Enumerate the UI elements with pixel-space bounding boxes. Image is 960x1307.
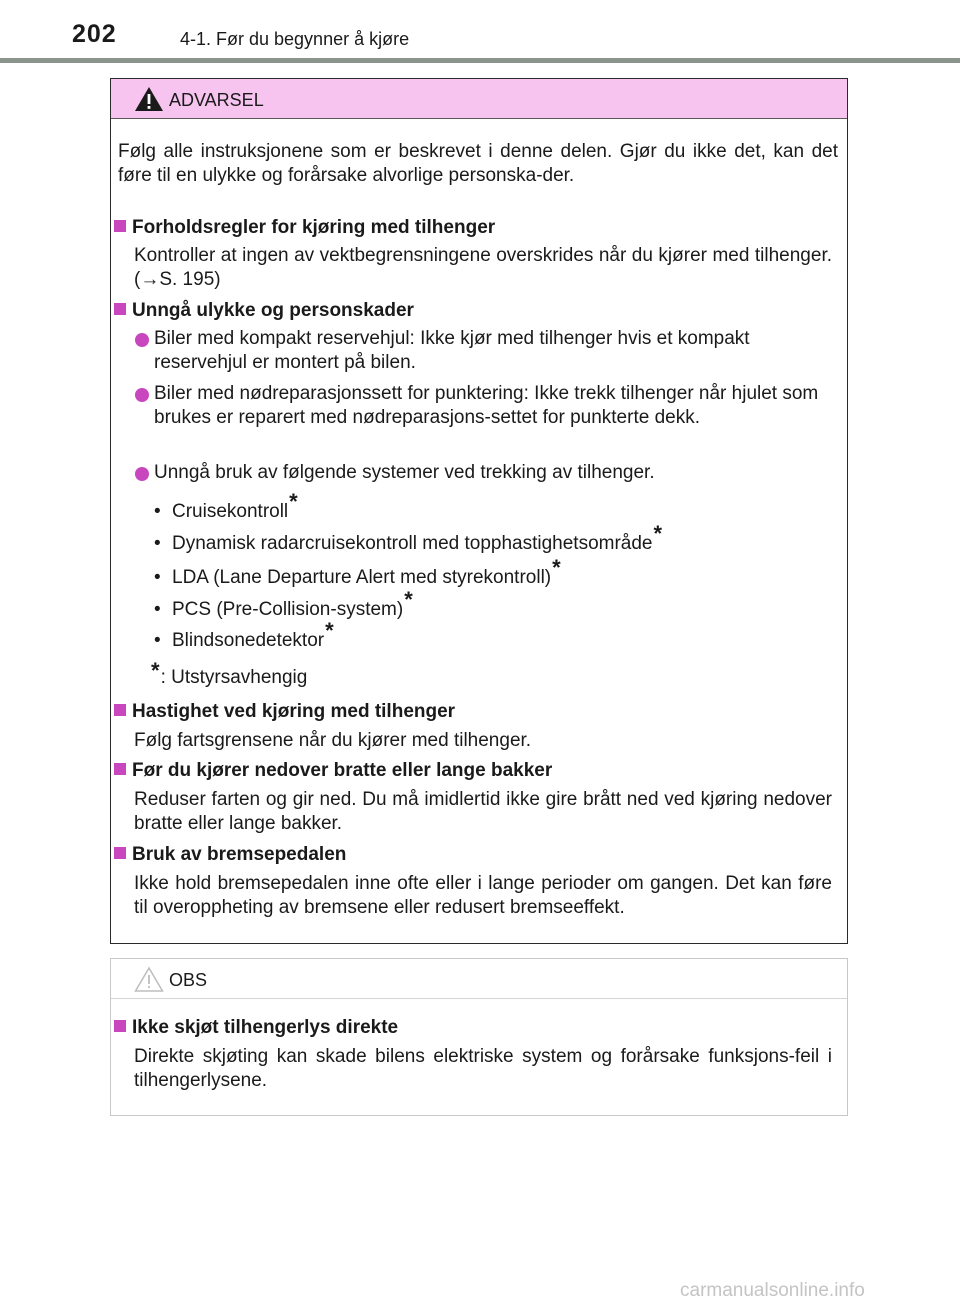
round-bullet-icon [135,467,149,481]
warning-label: ADVARSEL [169,90,264,110]
section-title-trailer-lights: Ikke skjøt tilhengerlys direkte [114,1016,398,1040]
section-title-trailer-precautions: Forholdsregler for kjøring med tilhenger [114,216,495,240]
bullet-avoid-systems: Unngå bruk av følgende systemer ved trekking av tilhenger. [154,462,655,483]
section-text-trailer-lights: Direkte skjøting kan skade bilens elektriske system og forårsake funksjons-feil i tilhengerlysene. [134,1046,832,1091]
section-text-brake-pedal: Ikke hold bremsepedalen inne ofte eller i lange perioder om gangen. Det kan føre til overoppheting av bremsene eller redusert bremseeffekt. [134,873,832,918]
round-bullet-icon [135,333,149,347]
section-title-trailer-speed: Hastighet ved kjøring med tilhenger [114,700,455,724]
square-bullet-icon [114,1020,126,1032]
warning-body [110,0,848,1307]
footnote: *: Utstyrsavhengig [151,658,308,688]
system-item: • PCS (Pre-Collision-system)* [154,587,413,620]
square-bullet-icon [114,704,126,716]
section-text-trailer-precautions: Kontroller at ingen av vektbegrensningene overskrides når du kjører med tilhenger. (→S. 195) [134,245,832,290]
asterisk-mark: * [151,658,160,683]
asterisk-mark: * [653,521,663,546]
system-item: • Blindsonedetektor* [154,618,334,651]
bullet-repair-kit: Biler med nødreparasjonssett for punktering: Ikke trekk tilhenger når hjulet som brukes er reparert med nødreparasjons-settet for punkterte dekk. [154,383,819,428]
square-bullet-icon [114,303,126,315]
section-title-steep-hills: Før du kjører nedover bratte eller lange bakker [114,759,552,783]
square-bullet-icon [114,763,126,775]
page-number: 202 [72,20,117,48]
warning-intro: Følg alle instruksjonene som er beskrevet i denne delen. Gjør du ikke det, kan det føre til en ulykke og forårsake alvorlige personska-der. [118,141,838,186]
bullet-compact-spare: Biler med kompakt reservehjul: Ikke kjør med tilhenger hvis et kompakt reservehjul er montert på bilen. [154,328,750,373]
section-text-trailer-speed: Følg fartsgrensene når du kjører med tilhenger. [134,730,532,751]
asterisk-mark: * [325,618,334,643]
notice-label: OBS [169,970,208,990]
system-item: • Cruisekontroll* [154,489,298,522]
square-bullet-icon [114,220,126,232]
asterisk-mark: * [404,587,413,612]
watermark: carmanualsonline.info [680,1280,865,1301]
section-title-avoid-accident: Unngå ulykke og personskader [114,299,414,323]
round-bullet-icon [135,388,149,402]
section-title: 4-1. Før du begynner å kjøre [180,29,410,49]
square-bullet-icon [114,847,126,859]
system-item: • Dynamisk radarcruisekontroll med topphastighetsområde* [154,521,663,554]
section-title-brake-pedal: Bruk av bremsepedalen [114,843,346,867]
asterisk-mark: * [552,555,561,580]
system-item: • LDA (Lane Departure Alert med styrekontroll)* [154,555,561,588]
section-text-steep-hills: Reduser farten og gir ned. Du må imidlertid ikke gire brått ned ved kjøring nedover bratte eller lange bakker. [134,789,832,834]
asterisk-mark: * [289,489,298,514]
